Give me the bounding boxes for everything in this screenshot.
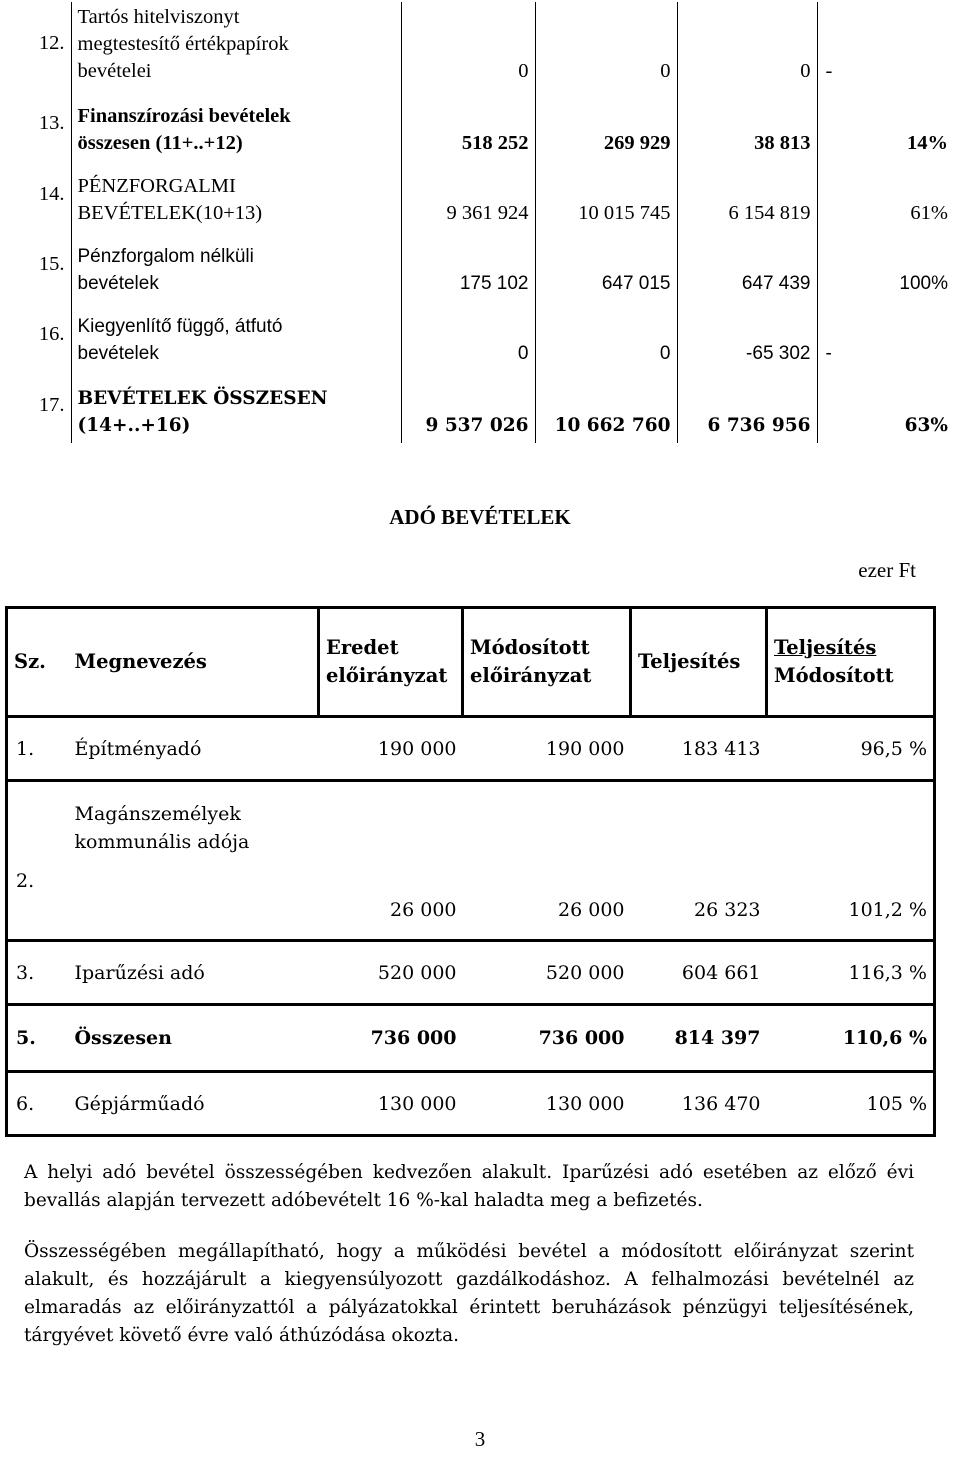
- actual-cell: 604 661: [631, 941, 767, 1005]
- header-line: előirányzat: [326, 664, 448, 687]
- actual-cell: 814 397: [631, 1005, 767, 1072]
- value-cell: 0: [401, 2, 535, 89]
- body-paragraph: A helyi adó bevétel összességében kedvezően alakult. Iparűzési adó esetében az előző évi bevallás alapján tervezett adóbevételt 16 %-kal haladta meg a befizetés.: [24, 1162, 914, 1211]
- table-row: [8, 2, 954, 89]
- original-cell: 190 000: [319, 717, 463, 781]
- table-row: [7, 717, 935, 781]
- table-row-total: [7, 1005, 935, 1072]
- table-row: [8, 301, 954, 371]
- row-sz: 2.: [7, 781, 69, 941]
- body-paragraph: Összességében megállapítható, hogy a működési bevétel a módosított előirányzat szerint alakult, és hozzájárult a kiegyensúlyozott gazdálkodáshoz. A felhalmozási bevételnél az elmaradás az előirányzattól a pályázatokkal érintett beruházások pénzügyi teljesítésének, tárgyévet követő évre való áthúzódása okozta.: [24, 1241, 914, 1346]
- row-number: 15.: [38, 252, 65, 275]
- original-cell: 26 000: [319, 781, 463, 941]
- section-heading: ADÓ BEVÉTELEK: [389, 505, 571, 529]
- row-name-line: kommunális adója: [74, 831, 250, 853]
- value-cell: 518 252: [401, 89, 535, 161]
- modified-cell: 130 000: [463, 1072, 631, 1136]
- original-cell: 736 000: [319, 1005, 463, 1072]
- row-number: 13.: [38, 111, 65, 134]
- modified-cell: 520 000: [463, 941, 631, 1005]
- row-number: 16.: [38, 322, 65, 345]
- row-name: Összesen: [69, 1005, 319, 1072]
- row-sz: 3.: [7, 941, 69, 1005]
- row-label-line: bevételek: [77, 273, 159, 294]
- table-row: [8, 161, 954, 231]
- unit-label: ezer Ft: [858, 558, 916, 582]
- header-ratio: [767, 608, 935, 717]
- value-cell: 9 537 026: [401, 371, 535, 443]
- ratio-cell: 105 %: [767, 1072, 935, 1136]
- value-cell: 647 015: [535, 231, 677, 301]
- row-name: [69, 781, 319, 941]
- row-sz: 1.: [7, 717, 69, 781]
- ratio-cell: 116,3 %: [767, 941, 935, 1005]
- modified-cell: 190 000: [463, 717, 631, 781]
- value-cell: 0: [401, 301, 535, 371]
- value-cell: 269 929: [535, 89, 677, 161]
- value-cell: -65 302: [677, 301, 817, 371]
- actual-cell: 183 413: [631, 717, 767, 781]
- header-actual: Teljesítés: [631, 608, 767, 717]
- value-cell: 0: [677, 2, 817, 89]
- row-label-line: Kiegyenlítő függő, átfutó: [77, 316, 283, 337]
- original-cell: 520 000: [319, 941, 463, 1005]
- percent-cell: -: [817, 2, 954, 89]
- header-original: [319, 608, 463, 717]
- revenue-summary-table: [8, 2, 954, 443]
- value-cell: 10 015 745: [535, 161, 677, 231]
- percent-cell: 63%: [817, 371, 954, 443]
- row-label: [71, 371, 401, 443]
- actual-cell: 26 323: [631, 781, 767, 941]
- table-row: [7, 941, 935, 1005]
- percent-cell: 100%: [817, 231, 954, 301]
- table-row: [8, 89, 954, 161]
- header-line: Teljesítés: [774, 636, 877, 659]
- table-row: [8, 231, 954, 301]
- value-cell: 0: [535, 301, 677, 371]
- header-name: Megnevezés: [69, 608, 319, 717]
- row-label: [71, 161, 401, 231]
- row-label-line: megtestesítő értékpapírok: [77, 33, 289, 55]
- row-label-line: (14+..+16): [77, 415, 191, 436]
- row-sz: 5.: [7, 1005, 69, 1072]
- ratio-cell: 101,2 %: [767, 781, 935, 941]
- row-label-line: BEVÉTELEK ÖSSZESEN: [77, 388, 328, 409]
- row-number: 12.: [38, 32, 65, 54]
- row-label: [71, 89, 401, 161]
- page-number: 3: [474, 1427, 486, 1451]
- ratio-cell: 110,6 %: [767, 1005, 935, 1072]
- table-row: [7, 781, 935, 941]
- table-row: [7, 1072, 935, 1136]
- row-name: Gépjárműadó: [69, 1072, 319, 1136]
- table-row: [8, 371, 954, 443]
- row-label-line: Pénzforgalom nélküli: [77, 246, 254, 267]
- value-cell: 647 439: [677, 231, 817, 301]
- row-label: [71, 231, 401, 301]
- ratio-cell: 96,5 %: [767, 717, 935, 781]
- row-label-line: bevételek: [77, 343, 159, 364]
- original-cell: 130 000: [319, 1072, 463, 1136]
- row-label-line: bevételei: [77, 60, 152, 82]
- percent-cell: -: [817, 301, 954, 371]
- row-name: Iparűzési adó: [69, 941, 319, 1005]
- row-label-line: PÉNZFORGALMI: [77, 175, 236, 197]
- row-sz: 6.: [7, 1072, 69, 1136]
- header-line: előirányzat: [470, 664, 592, 687]
- row-label-line: BEVÉTELEK(10+13): [77, 202, 263, 224]
- tax-revenue-table: [5, 606, 936, 1137]
- row-number: 14.: [38, 182, 65, 205]
- row-label-line: Finanszírozási bevételek: [77, 105, 291, 127]
- header-line: Módosított: [470, 636, 590, 659]
- percent-cell: 14%: [817, 89, 954, 161]
- modified-cell: 736 000: [463, 1005, 631, 1072]
- row-label: [71, 301, 401, 371]
- value-cell: 10 662 760: [535, 371, 677, 443]
- row-name: Építményadó: [69, 717, 319, 781]
- table-header-row: [7, 608, 935, 717]
- value-cell: 175 102: [401, 231, 535, 301]
- actual-cell: 136 470: [631, 1072, 767, 1136]
- header-line: Eredet: [326, 636, 399, 659]
- value-cell: 38 813: [677, 89, 817, 161]
- header-sz: Sz.: [7, 608, 69, 717]
- value-cell: 9 361 924: [401, 161, 535, 231]
- modified-cell: 26 000: [463, 781, 631, 941]
- header-line: Módosított: [774, 664, 894, 687]
- row-label: [71, 2, 401, 89]
- percent-cell: 61%: [817, 161, 954, 231]
- value-cell: 0: [535, 2, 677, 89]
- row-label-line: Tartós hitelviszonyt: [77, 6, 240, 28]
- row-name-line: Magánszemélyek: [74, 803, 241, 825]
- row-label-line: összesen (11+..+12): [77, 132, 243, 154]
- row-number: 17.: [38, 393, 65, 416]
- header-modified: [463, 608, 631, 717]
- value-cell: 6 736 956: [677, 371, 817, 443]
- value-cell: 6 154 819: [677, 161, 817, 231]
